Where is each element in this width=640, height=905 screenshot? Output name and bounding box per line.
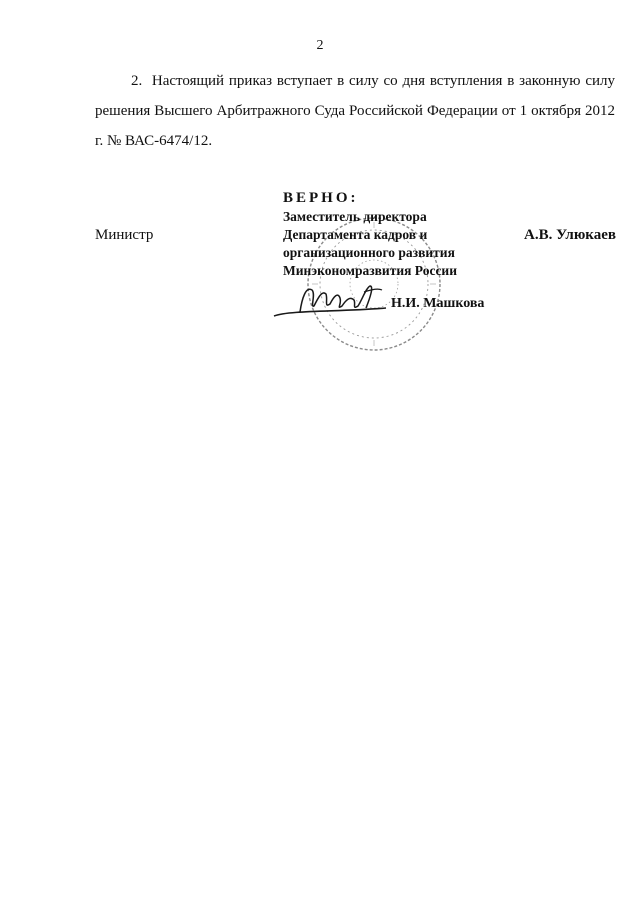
order-paragraph: 2. Настоящий приказ вступает в силу со дня вступления в законную силу решения Высшего Арбитражного Суда Российской Федерации от 1 октября 2012 г. № ВАС-6474/12. [95,73,615,149]
page-number: 2 [316,38,324,53]
certification-line-department: Департамента кадров и [283,227,428,242]
certification-signer-name: Н.И. Машкова [391,296,485,311]
certification-block [283,188,523,280]
handwritten-signature [270,278,390,324]
signatory-title: Министр [95,227,154,243]
certification-heading: ВЕРНО: [283,190,359,206]
certification-line-department-cont: организационного развития [283,245,455,260]
certification-line-position: Заместитель директора [283,209,427,224]
signatory-name: А.В. Улюкаев [524,227,616,243]
certification-line-ministry: Минэкономразвития России [283,263,457,278]
